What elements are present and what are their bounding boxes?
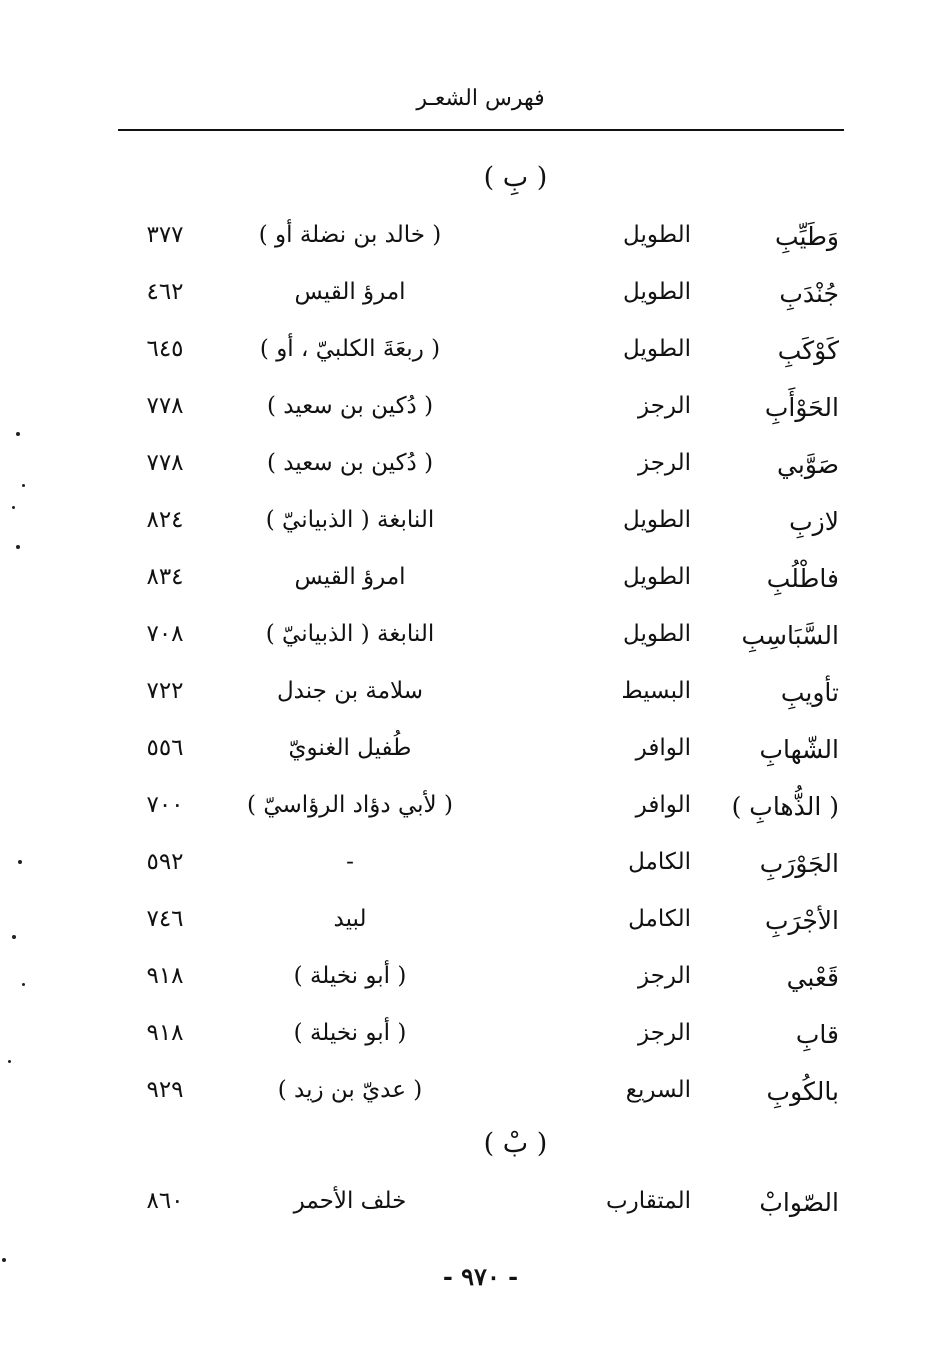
page-reference: ٧٠٨ [146,621,184,647]
page-reference: ٩١٨ [146,1020,184,1046]
page-reference: ٧٧٨ [146,393,184,419]
scan-speck [18,860,22,864]
poet-name: امرؤ القيس [294,279,406,305]
poetic-meter: البسيط [621,678,691,704]
page-reference: ٣٧٧ [146,222,184,248]
section-heading-sukun: ( بْ ) [483,1128,548,1159]
rhyme-word: جُنْدَبِ [779,279,839,308]
poetic-meter: السريع [625,1077,691,1103]
scan-speck [12,506,15,509]
page-reference: ٩١٨ [146,963,184,989]
poetic-meter: الطويل [623,564,691,590]
page-number: - ٩٧٠ - [442,1262,519,1291]
rhyme-word: السَّبَاسِبِ [741,621,839,650]
page-reference: ٩٢٩ [146,1077,184,1103]
poetic-meter: الطويل [623,222,691,248]
page-reference: ٧٧٨ [146,450,184,476]
page-reference: ٧٠٠ [146,792,184,818]
page-reference: ٨٢٤ [146,507,184,533]
poetic-meter: الطويل [623,507,691,533]
rhyme-word: بالكُوبِ [766,1077,839,1106]
rhyme-word: كَوْكَبِ [777,336,839,365]
poetic-meter: الوافر [635,735,691,761]
page-reference: ٧٤٦ [146,906,184,932]
index-row [0,621,931,661]
index-row [0,906,931,946]
page-reference: ٥٥٦ [146,735,184,761]
poet-name: امرؤ القيس [294,564,406,590]
poet-name: ( دُكين بن سعيد ) [266,393,434,419]
scan-speck [22,983,25,986]
poetic-meter: الطويل [623,621,691,647]
index-row [0,1077,931,1117]
poet-name: ( ربعَةَ الكلبيّ ، أو ) [259,336,441,362]
poetic-meter: الرجز [638,1020,691,1046]
rhyme-word: قابِ [795,1020,839,1049]
index-row [0,279,931,319]
index-row [0,849,931,889]
poetic-meter: الوافر [635,792,691,818]
index-row [0,393,931,433]
poetic-meter: الرجز [638,963,691,989]
index-row [0,450,931,490]
poetic-meter: الرجز [638,393,691,419]
page-reference: ٨٣٤ [146,564,184,590]
rhyme-word: لازبِ [789,507,839,536]
poet-name: النابغة ( الذبيانيّ ) [265,507,435,533]
poet-name: ( أبو نخيلة ) [293,1020,407,1046]
poet-name: - [346,849,354,875]
poetic-meter: الطويل [623,336,691,362]
page-reference: ٦٤٥ [146,336,184,362]
poet-name: طُفيل الغنويّ [288,735,412,761]
page-reference: ٨٦٠ [146,1188,184,1214]
rhyme-word: الجَوْرَبِ [759,849,839,878]
index-row [0,336,931,376]
rhyme-word: فاطْلُبِ [766,564,839,593]
poetic-meter: المتقارب [605,1188,691,1214]
rhyme-word: تأويبِ [780,678,839,707]
poetic-meter: الكامل [628,849,691,875]
poet-name: ( أبو نخيلة ) [293,963,407,989]
index-row [0,963,931,1003]
rhyme-word: الصّوابْ [759,1188,839,1217]
index-row [0,678,931,718]
scan-speck [2,1258,6,1262]
index-row [0,507,931,547]
poet-name: خلف الأحمر [293,1188,407,1214]
page-reference: ٤٦٢ [146,279,184,305]
index-row [0,735,931,775]
rhyme-word: الحَوْأَبِ [764,393,839,422]
poetic-meter: الطويل [623,279,691,305]
poet-name: ( دُكين بن سعيد ) [266,450,434,476]
poet-name: سلامة بن جندل [276,678,424,704]
scan-speck [8,1060,11,1063]
scan-speck [12,935,16,939]
scan-speck [22,484,25,487]
index-row [0,564,931,604]
rhyme-word: ( الذُّهابِ ) [731,792,839,821]
poet-name: النابغة ( الذبيانيّ ) [265,621,435,647]
poet-name: لبيد [333,906,367,932]
page-reference: ٥٩٢ [146,849,184,875]
index-row [0,1020,931,1060]
index-row [0,222,931,262]
index-row [0,792,931,832]
index-row [0,1188,931,1228]
rhyme-word: صَوَّبي [777,450,839,479]
poet-name: ( عديّ بن زيد ) [277,1077,423,1103]
page-reference: ٧٢٢ [146,678,184,704]
page-header-title: فهرس الشعـر [416,86,545,111]
poetic-meter: الرجز [638,450,691,476]
section-heading-kasra: ( بِ ) [483,162,548,193]
scan-speck [16,545,20,549]
rhyme-word: وَطَيِّبِ [774,222,839,251]
poetic-meter: الكامل [628,906,691,932]
rhyme-word: الشّهابِ [759,735,839,764]
rhyme-word: قَعْبي [786,963,839,992]
scan-speck [16,432,20,436]
rhyme-word: الأجْرَبِ [765,906,839,935]
poet-name: ( لأبي دؤاد الرؤاسيّ ) [247,792,453,818]
poet-name: ( خالد بن نضلة أو ) [258,222,442,248]
